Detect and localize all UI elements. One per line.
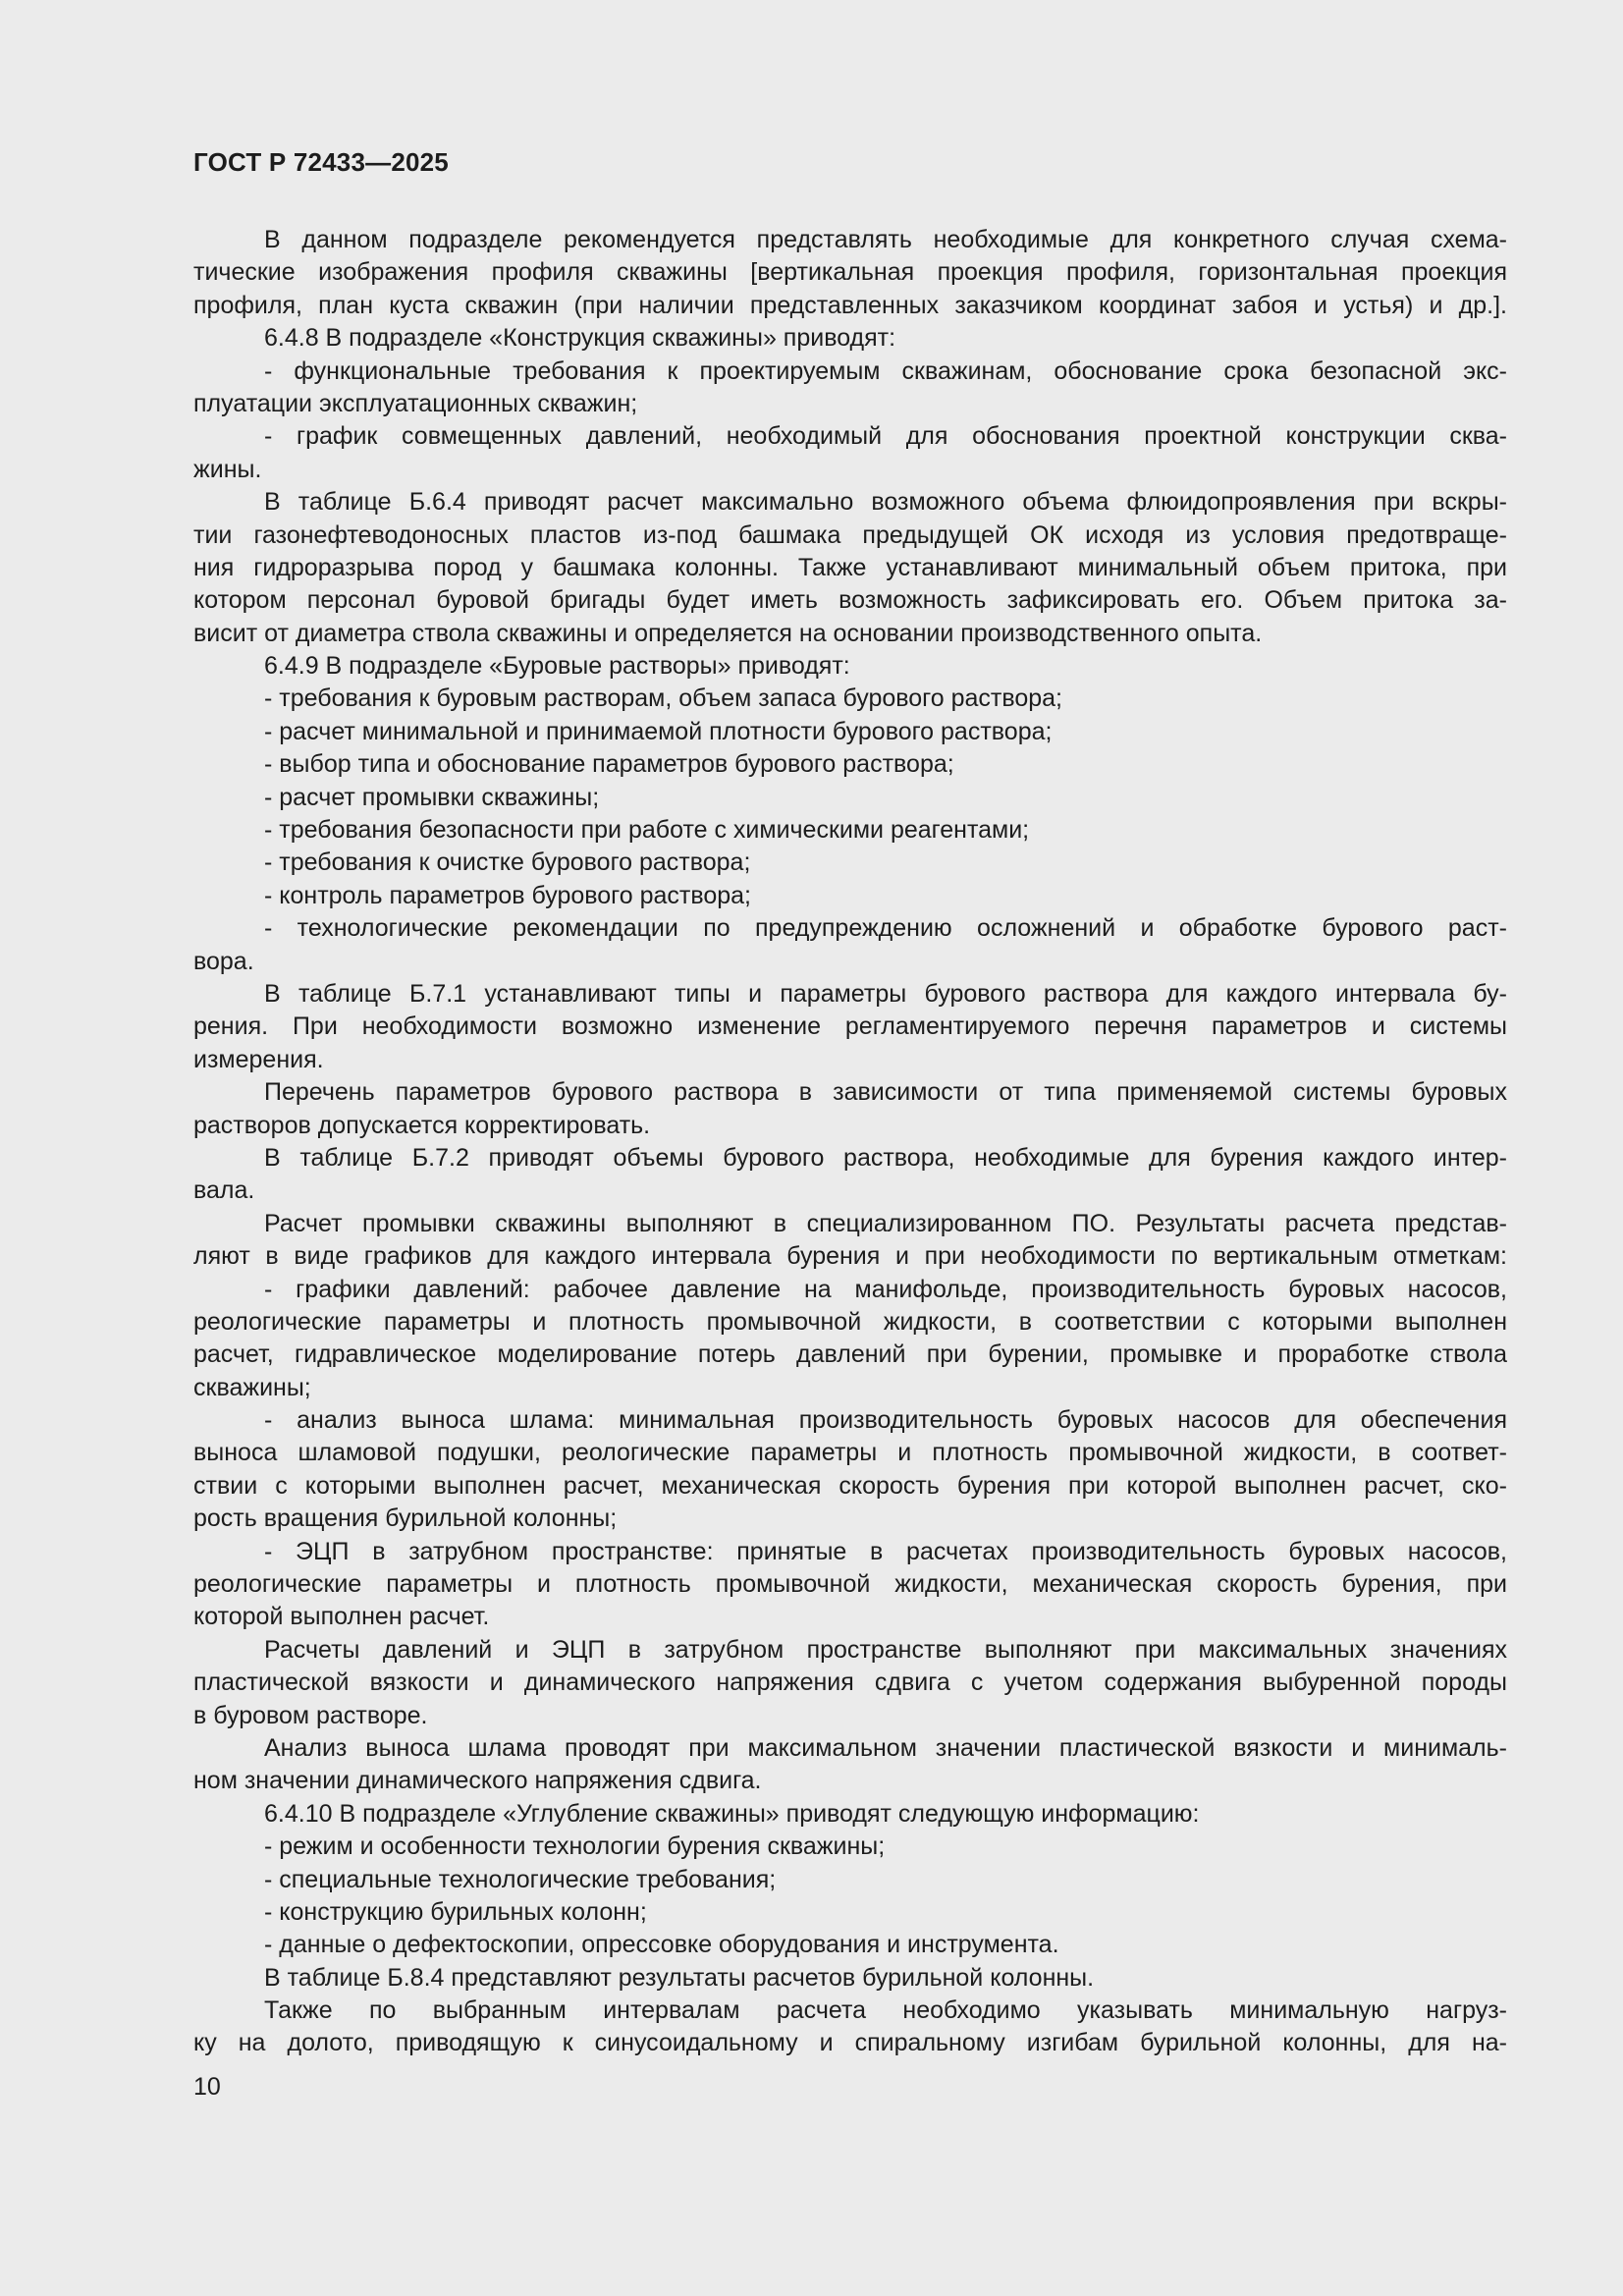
text-line: ствии с которыми выполнен расчет, механическая скорость бурения при которой выполнен расчет, ско-: [193, 1471, 1507, 1500]
text-line: - графики давлений: рабочее давление на манифольде, производительность буровых насосов,: [264, 1275, 1507, 1303]
text-line: 6.4.9 В подразделе «Буровые растворы» приводят:: [264, 652, 850, 681]
text-line: В таблице Б.6.4 приводят расчет максимально возможного объема флюидопроявления при вскры-: [264, 488, 1507, 517]
text-line: вора.: [193, 947, 254, 975]
text-line: котором персонал буровой бригады будет иметь возможность зафиксировать его. Объем притока за-: [193, 586, 1507, 615]
text-line: - технологические рекомендации по предупреждению осложнений и обработке бурового раст-: [264, 914, 1507, 943]
text-line: - расчет минимальной и принимаемой плотности бурового раствора;: [264, 717, 1053, 745]
text-line: пластической вязкости и динамического напряжения сдвига с учетом содержания выбуренной породы: [193, 1668, 1507, 1697]
text-line: ляют в виде графиков для каждого интервала бурения и при необходимости по вертикальным отметкам:: [193, 1242, 1507, 1271]
text-line: тические изображения профиля скважины [вертикальная проекция профиля, горизонтальная проекция: [193, 258, 1507, 287]
text-line: Анализ выноса шлама проводят при максимальном значении пластической вязкости и минималь-: [264, 1733, 1507, 1762]
text-line: тии газонефтеводоносных пластов из-под башмака предыдущей ОК исходя из условия предотвраще-: [193, 520, 1507, 549]
text-line: В таблице Б.7.2 приводят объемы бурового раствора, необходимые для бурения каждого интер-: [264, 1143, 1507, 1172]
text-line: вала.: [193, 1176, 255, 1205]
text-line: профиля, план куста скважин (при наличии представленных заказчиком координат забоя и устья) и др.].: [193, 291, 1507, 319]
page-number: 10: [193, 2073, 221, 2101]
text-line: - конструкцию бурильных колонн;: [264, 1897, 647, 1926]
text-line: В таблице Б.8.4 представляют результаты расчетов бурильной колонны.: [264, 1963, 1095, 1992]
text-line: В таблице Б.7.1 устанавливают типы и параметры бурового раствора для каждого интервала бу-: [264, 979, 1507, 1008]
text-line: рость вращения бурильной колонны;: [193, 1504, 618, 1533]
text-line: - ЭЦП в затрубном пространстве: принятые в расчетах производительность буровых насосов,: [264, 1537, 1507, 1565]
text-line: - функциональные требования к проектируемым скважинам, обоснование срока безопасной экс-: [264, 356, 1507, 385]
body-text: [193, 224, 1507, 2060]
text-line: реологические параметры и плотность промывочной жидкости, механическая скорость бурения, при: [193, 1570, 1507, 1599]
text-line: измерения.: [193, 1045, 324, 1073]
text-line: ку на долото, приводящую к синусоидальному и спиральному изгибам бурильной колонны, для на-: [193, 2029, 1507, 2057]
text-line: - выбор типа и обоснование параметров бурового раствора;: [264, 750, 954, 779]
text-line: - режим и особенности технологии бурения скважины;: [264, 1832, 886, 1861]
text-line: - контроль параметров бурового раствора;: [264, 881, 751, 909]
text-line: выноса шламовой подушки, реологические параметры и плотность промывочной жидкости, в соответ-: [193, 1439, 1507, 1467]
text-line: в буровом растворе.: [193, 1701, 428, 1729]
text-line: растворов допускается корректировать.: [193, 1111, 651, 1139]
text-line: плуатации эксплуатационных скважин;: [193, 389, 638, 417]
text-line: Также по выбранным интервалам расчета необходимо указывать минимальную нагруз-: [264, 1996, 1507, 2025]
text-line: реологические параметры и плотность промывочной жидкости, в соответствии с которыми выполнен: [193, 1307, 1507, 1336]
document-header: ГОСТ Р 72433—2025: [193, 147, 449, 177]
text-line: ния гидроразрыва пород у башмака колонны. Также устанавливают минимальный объем притока, при: [193, 553, 1507, 581]
text-line: - специальные технологические требования;: [264, 1865, 777, 1893]
text-line: расчет, гидравлическое моделирование потерь давлений при бурении, промывке и проработке ствола: [193, 1340, 1507, 1369]
text-line: Расчет промывки скважины выполняют в специализированном ПО. Результаты расчета представ-: [264, 1209, 1507, 1237]
text-line: 6.4.8 В подразделе «Конструкция скважины» приводят:: [264, 324, 896, 353]
text-line: 6.4.10 В подразделе «Углубление скважины» приводят следующую информацию:: [264, 1799, 1200, 1828]
text-line: - требования к очистке бурового раствора;: [264, 848, 751, 877]
text-line: Перечень параметров бурового раствора в зависимости от типа применяемой системы буровых: [264, 1078, 1507, 1107]
text-line: висит от диаметра ствола скважины и определяется на основании производственного опыта.: [193, 619, 1263, 647]
text-line: которой выполнен расчет.: [193, 1603, 490, 1631]
text-line: ном значении динамического напряжения сдвига.: [193, 1767, 762, 1795]
text-line: - требования к буровым растворам, объем запаса бурового раствора;: [264, 684, 1062, 713]
text-line: скважины;: [193, 1373, 311, 1401]
text-line: - данные о дефектоскопии, опрессовке оборудования и инструмента.: [264, 1931, 1059, 1959]
text-line: - расчет промывки скважины;: [264, 783, 600, 811]
text-line: - требования безопасности при работе с химическими реагентами;: [264, 816, 1030, 845]
text-line: - анализ выноса шлама: минимальная производительность буровых насосов для обеспечения: [264, 1406, 1507, 1435]
text-line: - график совмещенных давлений, необходимый для обоснования проектной конструкции сква-: [264, 422, 1507, 451]
text-line: В данном подразделе рекомендуется представлять необходимые для конкретного случая схема-: [264, 226, 1507, 253]
text-line: жины.: [193, 455, 262, 483]
text-line: Расчеты давлений и ЭЦП в затрубном пространстве выполняют при максимальных значениях: [264, 1635, 1507, 1664]
text-line: рения. При необходимости возможно изменение регламентируемого перечня параметров и системы: [193, 1012, 1507, 1041]
